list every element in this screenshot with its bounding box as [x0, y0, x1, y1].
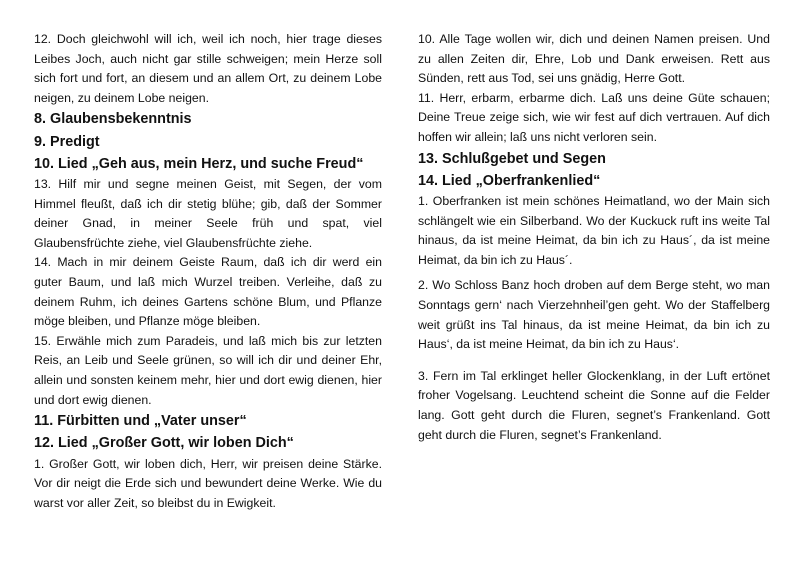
verse-13-text: 13. Hilf mir und segne meinen Geist, mit Segen, der vom Himmel fleußt, daß ich dir stetig blühe; gib, daß der Sommer deiner Gnad, in meiner Seele früh und spat, viel Glaubensfrüchte ziehe, viel Glaubensfrüchte ziehe. [34, 176, 382, 250]
verse-10-text: 10. Alle Tage wollen wir, dich und deinen Namen preisen. Und zu allen Zeiten dir, Ehre, Lob und Dank erweisen. Rett aus Sünden, rett aus Tod, sei uns gnädig, Herre Gott. [418, 32, 770, 86]
heading-lied-grosser-gott: 12. Lied „Großer Gott, wir loben Dich“ [34, 435, 294, 452]
right-column [418, 30, 770, 445]
verse-15-text: 15. Erwähle mich zum Paradeis, und laß mich bis zur letzten Reis, an Leib und Seele grünen, so will ich dir und deiner Ehr, allein und sonsten keinem mehr, hier und dort ewig dienen, hier und dort ewig dienen. [34, 333, 382, 407]
song-verse-1-text: 1. Oberfranken ist mein schönes Heimatland, wo der Main sich schlängelt wie ein Silberband. Wo der Kuckuck ruft ins weite Tal hinaus, da ist meine Heimat, da bin ich zu Haus´, da ist meine Heimat, da bin ich zu Haus´. [418, 193, 770, 267]
verse-14-text: 14. Mach in mir deinem Geiste Raum, daß ich dir werd ein guter Baum, und laß mich Wurzel treiben. Verleihe, daß zu deinem Ruhm, ich deines Gartens schöne Blum, und Pflanze möge bleiben, und Pflanze möge bleiben. [34, 255, 382, 329]
verse-11-text: 11. Herr, erbarm, erbarme dich. Laß uns deine Güte schauen; Deine Treue zeige sich, wie wir fest auf dich vertrauen. Auf dich hoffen wir allein; laß uns nicht verloren sein. [418, 90, 770, 144]
song-verse-2-text: 2. Wo Schloss Banz hoch droben auf dem Berge steht, wo man Sonntags gern‘ nach Vierzehnheil’gen geht. Wo der Staffelberg weit grüßt ins Tal hinaus, da ist meine Heimat, da bin ich zu Haus‘, da ist meine Heimat, da bin ich zu Haus‘. [418, 278, 770, 352]
song-verse-3-text: 3. Fern im Tal erklinget heller Glockenklang, in der Luft ertönet froher Vogelsang. Leuchtend scheint die Sonne auf die Felder lang. Gott geht durch die Fluren, segnet’s Frankenland. Gott geht durch die Fluren, segnet’s Frankenland. [418, 368, 770, 442]
heading-glaubensbekenntnis: 8. Glaubensbekenntnis [34, 111, 192, 128]
hymn-verse-1-text: 1. Großer Gott, wir loben dich, Herr, wir preisen deine Stärke. Vor dir neigt die Erde sich und bewundert deine Werke. Wie du warst vor aller Zeit, so bleibst du in Ewigkeit. [34, 456, 382, 510]
verse-12-text: 12. Doch gleichwohl will ich, weil ich noch, hier trage dieses Leibes Joch, auch nicht gar stille schweigen; mein Herze soll sich fort und fort, an diesem und an allem Ort, zu deinem Lobe neigen, zu deinem Lobe neigen. [34, 32, 382, 105]
heading-predigt: 9. Predigt [34, 133, 100, 150]
left-column [34, 30, 382, 513]
heading-oberfrankenlied: 14. Lied „Oberfrankenlied“ [418, 172, 601, 189]
heading-fuerbitten: 11. Fürbitten und „Vater unser“ [34, 413, 247, 430]
heading-schlussgebet: 13. Schlußgebet und Segen [418, 150, 606, 167]
heading-lied-geh-aus: 10. Lied „Geh aus, mein Herz, und suche Freud“ [34, 155, 364, 172]
